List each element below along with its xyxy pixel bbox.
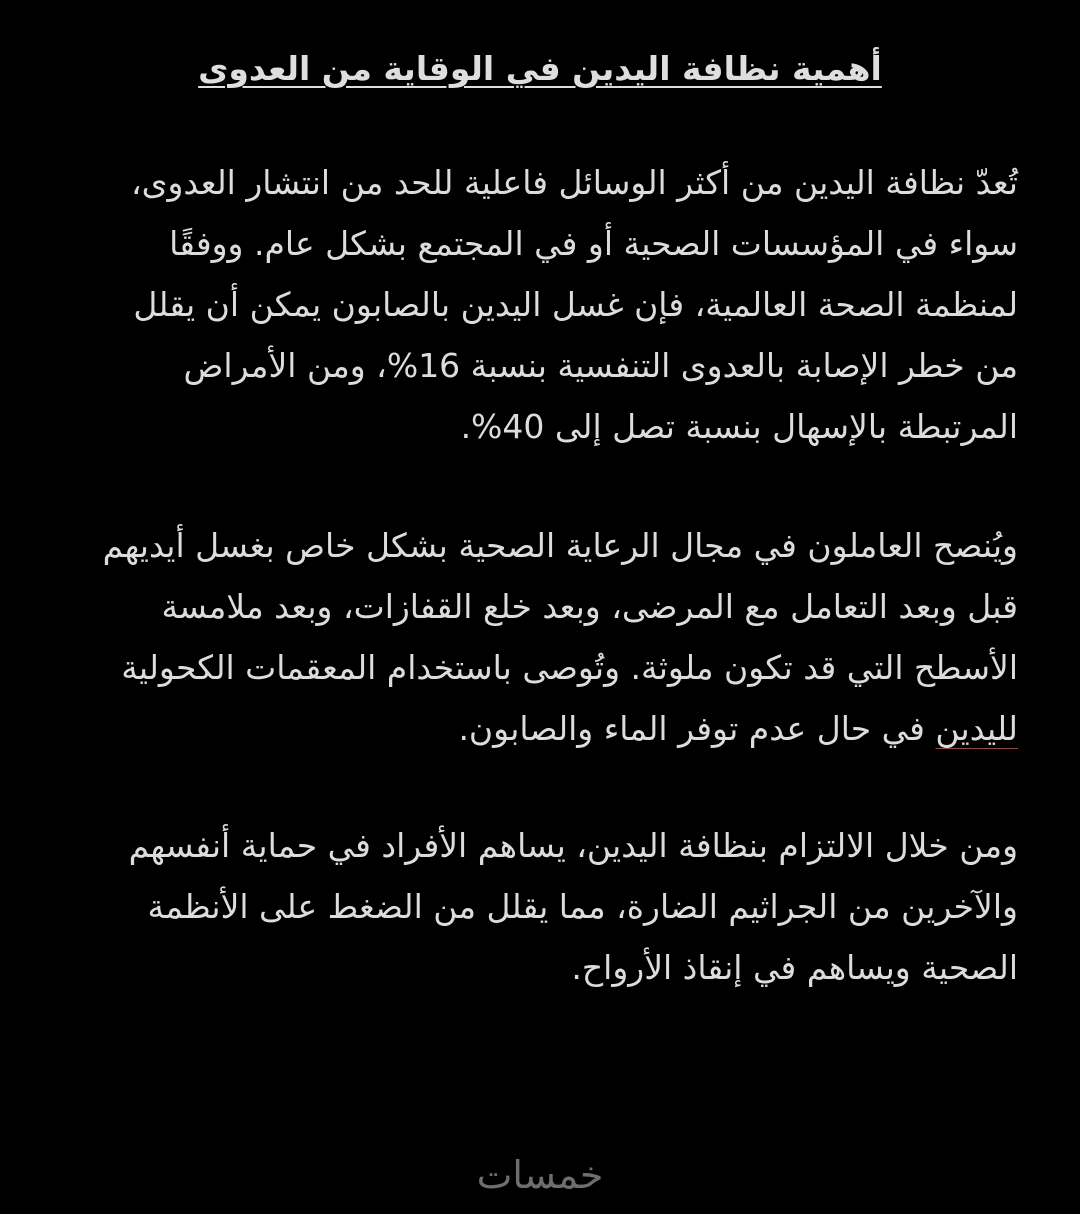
document-title: أهمية نظافة اليدين في الوقاية من العدوى xyxy=(198,49,882,88)
paragraph-2 xyxy=(88,515,1018,759)
paragraph-3: ومن خلال الالتزام بنظافة اليدين، يساهم الأفراد في حماية أنفسهم والآخرين من الجراثيم الضارة، مما يقلل من الضغط على الأنظمة الصحية ويساهم في إنقاذ الأرواح. xyxy=(128,826,1018,987)
spellcheck-flagged-word[interactable]: لليدين xyxy=(935,709,1018,748)
paragraph-2-text-end: في حال عدم توفر الماء والصابون. xyxy=(458,709,936,748)
paragraph-1: تُعدّ نظافة اليدين من أكثر الوسائل فاعلية للحد من انتشار العدوى، سواء في المؤسسات الصحية أو في المجتمع بشكل عام. ووفقًا لمنظمة الصحة العالمية، فإن غسل اليدين بالصابون يمكن أن يقلل من خطر الإصابة بالعدوى التنفسية بنسبة 16%، ومن الأمراض المرتبطة بالإسهال بنسبة تصل إلى 40%. xyxy=(130,163,1018,446)
paragraph-2-text-start: ويُنصح العاملون في مجال الرعاية الصحية بشكل خاص بغسل أيديهم قبل وبعد التعامل مع المرضى، وبعد خلع القفازات، وبعد ملامسة الأسطح التي قد تكون ملوثة. وتُوصى باستخدام المعقمات الكحولية xyxy=(102,526,1018,687)
watermark-logo: خمسات xyxy=(476,1153,604,1197)
